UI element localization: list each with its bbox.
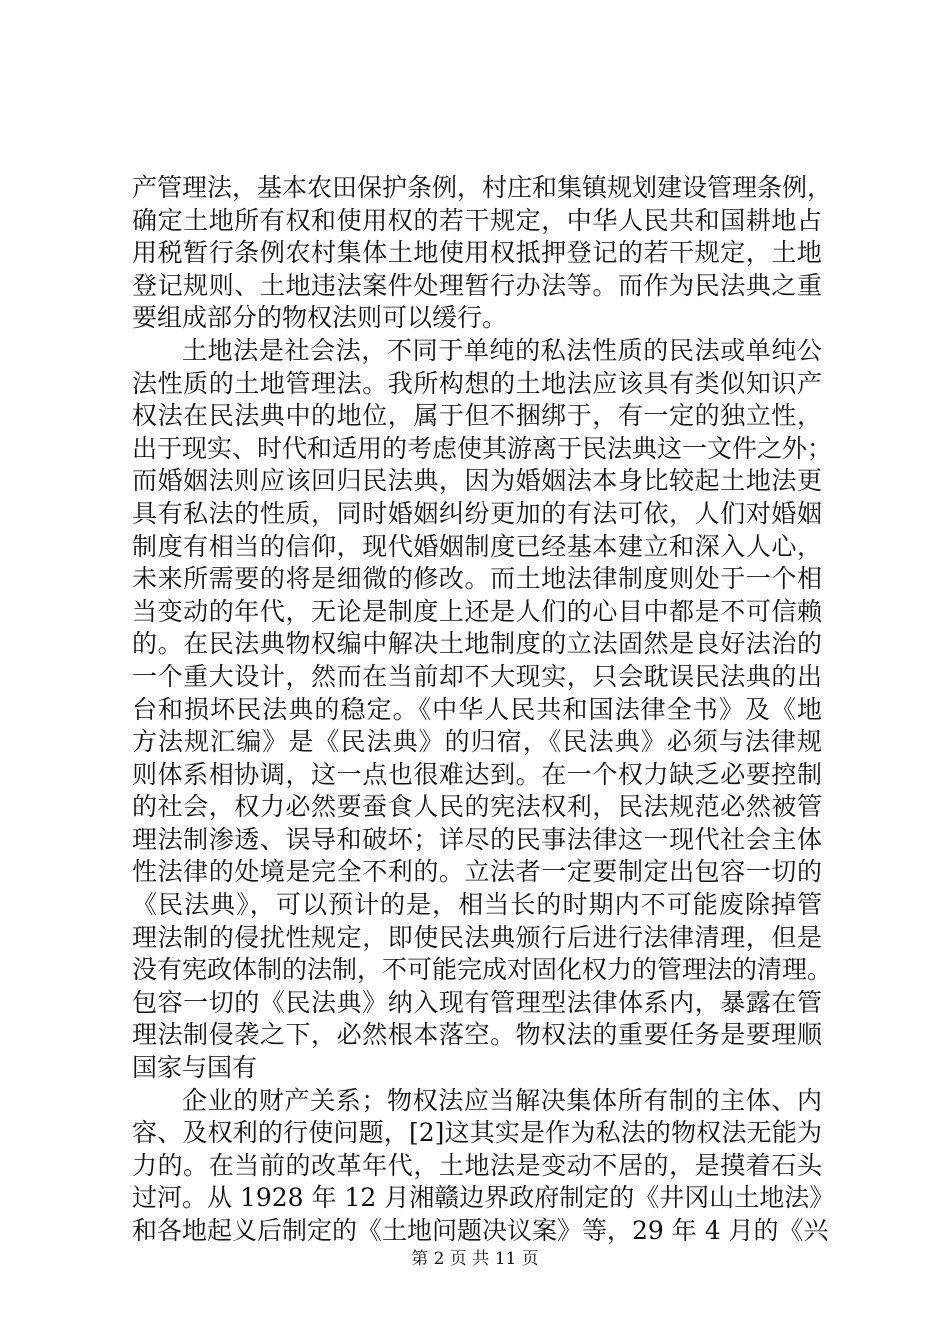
text-line: 国家与国有 (132, 1053, 258, 1083)
text-line: 过河。从 1928 年 12 月湘赣边界政府制定的《井冈山土地法》 (132, 1183, 835, 1213)
text-line: 的社会，权力必然要蚕食人民的宪法权利，民法规范必然被管 (132, 792, 822, 822)
text-line: 理法制渗透、误导和破坏；详尽的民事法律这一现代社会主体 (132, 824, 822, 854)
text-line: 当变动的年代，无论是制度上还是人们的心目中都是不可信赖 (132, 596, 822, 626)
text-line: 权法在民法典中的地位，属于但不捆绑于，有一定的独立性， (132, 401, 822, 431)
text-line: 制度有相当的信仰，现代婚姻制度已经基本建立和深入人心， (132, 531, 822, 561)
text-line: 理法制侵袭之下，必然根本落空。物权法的重要任务是要理顺 (132, 1020, 822, 1050)
text-line: 的。在民法典物权编中解决土地制度的立法固然是良好法治的 (132, 629, 822, 659)
text-line: 具有私法的性质，同时婚姻纠纷更加的有法可依，人们对婚姻 (132, 498, 822, 528)
paragraph (132, 1085, 835, 1248)
text-line: 台和损坏民法典的稳定。《中华人民共和国法律全书》及《地 (132, 694, 822, 724)
text-line: 《民法典》，可以预计的是，相当长的时期内不可能废除掉管 (132, 890, 822, 920)
text-line: 而婚姻法则应该回归民法典，因为婚姻法本身比较起土地法更 (132, 466, 822, 496)
text-line: 确定土地所有权和使用权的若干规定，中华人民共和国耕地占 (132, 205, 822, 235)
text-line: 没有宪政体制的法制，不可能完成对固化权力的管理法的清理。 (132, 955, 833, 985)
text-line: 产管理法，基本农田保护条例，村庄和集镇规划建设管理条例， (132, 173, 833, 202)
paragraph (132, 172, 833, 335)
text-line: 理法制的侵扰性规定，即使民法典颁行后进行法律清理，但是 (132, 922, 822, 952)
text-line: 方法规汇编》是《民法典》的归宿，《民法典》必须与法律规 (132, 727, 822, 757)
text-line: 性法律的处境是完全不利的。立法者一定要制定出包容一切的 (132, 857, 822, 887)
text-line: 法性质的土地管理法。我所构想的土地法应该具有类似知识产 (132, 368, 822, 398)
text-line: 和各地起义后制定的《土地问题决议案》等，29 年 4 月的《兴 (132, 1216, 829, 1245)
page-footer: 第 2 页 共 11 页 (411, 1249, 539, 1269)
text-line: 要组成部分的物权法则可以缓行。 (132, 303, 508, 333)
body-text (132, 172, 835, 1248)
text-line: 企业的财产关系；物权法应当解决集体所有制的主体、内 (182, 1085, 822, 1115)
text-line: 包容一切的《民法典》纳入现有管理型法律体系内，暴露在管 (132, 987, 822, 1017)
text-line: 登记规则、土地违法案件处理暂行办法等。而作为民法典之重 (132, 270, 822, 300)
text-line: 用税暂行条例农村集体土地使用权抵押登记的若干规定，土地 (132, 238, 822, 268)
text-line: 一个重大设计，然而在当前却不大现实，只会耽误民法典的出 (132, 661, 822, 691)
text-line: 未来所需要的将是细微的修改。而土地法律制度则处于一个相 (132, 564, 822, 594)
text-line: 力的。在当前的改革年代，土地法是变动不居的，是摸着石头 (132, 1150, 822, 1180)
text-line: 容、及权利的行使问题，[2]这其实是作为私法的物权法无能为 (132, 1118, 822, 1148)
text-line: 土地法是社会法，不同于单纯的私法性质的民法或单纯公 (182, 335, 822, 365)
paragraph (132, 335, 833, 1085)
text-line: 出于现实、时代和适用的考虑使其游离于民法典这一文件之外； (132, 433, 833, 463)
text-line: 则体系相协调，这一点也很难达到。在一个权力缺乏必要控制 (132, 759, 822, 789)
